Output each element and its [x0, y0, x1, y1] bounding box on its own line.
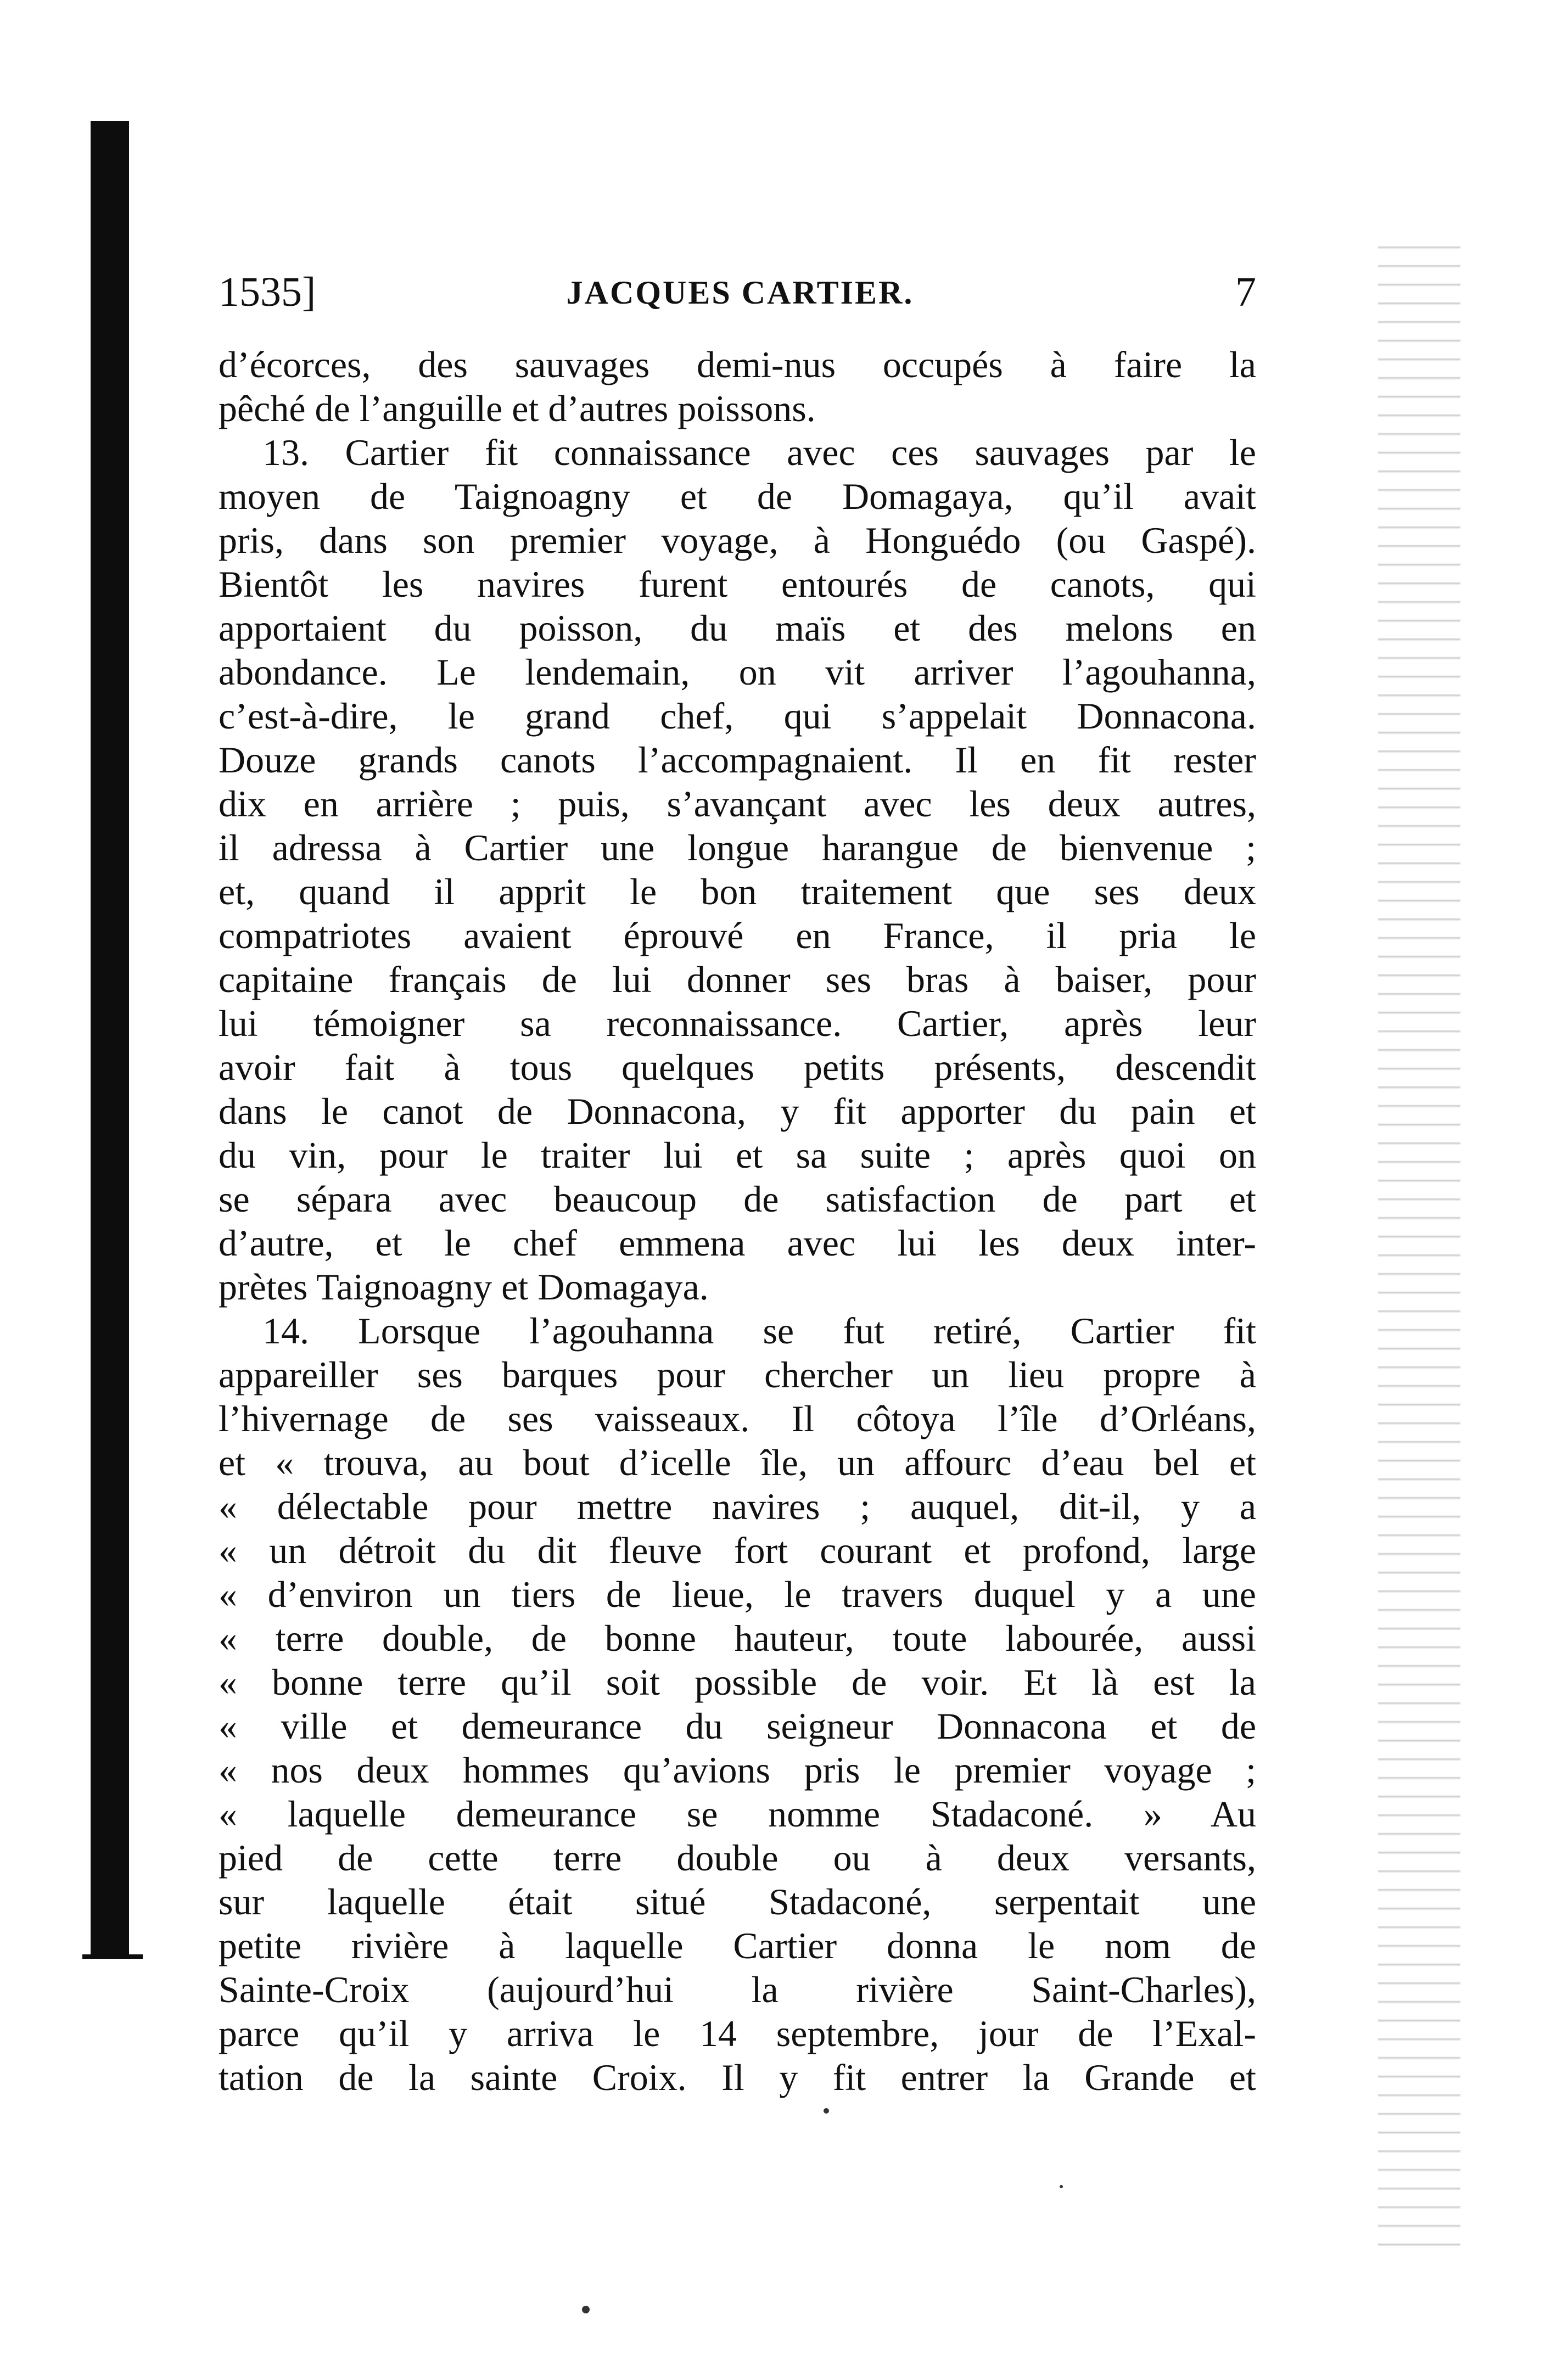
text-line: 14. Lorsque l’agouhanna se fut retiré, Cartier fit — [262, 1310, 1256, 1352]
text-line: « terre double, de bonne hauteur, toute labourée, aussi — [219, 1617, 1256, 1659]
text-line: abondance. Le lendemain, on vit arriver l’agouhanna, — [219, 651, 1256, 693]
binding-shadow-bar — [91, 121, 129, 1954]
text-line: apportaient du poisson, du maïs et des melons en — [219, 607, 1256, 649]
text-line: « délectable pour mettre navires ; auquel, dit-il, y a — [219, 1486, 1256, 1527]
text-line: tation de la sainte Croix. Il y fit entrer la Grande et — [219, 2056, 1256, 2098]
text-line: « un détroit du dit fleuve fort courant et profond, large — [219, 1529, 1256, 1571]
ink-speck — [1060, 2185, 1063, 2188]
text-line: et « trouva, au bout d’icelle île, un affourc d’eau bel et — [219, 1442, 1256, 1483]
text-line: pêché de l’anguille et d’autres poissons. — [219, 388, 816, 429]
header-year: 1535] — [219, 269, 316, 315]
text-line: appareiller ses barques pour chercher un lieu propre à — [219, 1354, 1256, 1396]
binding-shadow-foot — [82, 1954, 143, 1959]
text-line: du vin, pour le traiter lui et sa suite ; après quoi on — [219, 1134, 1256, 1176]
text-line: capitaine français de lui donner ses bras à baiser, pour — [219, 959, 1256, 1000]
text-line: « d’environ un tiers de lieue, le travers duquel y a une — [219, 1573, 1256, 1615]
text-line: avoir fait à tous quelques petits présents, descendit — [219, 1046, 1256, 1088]
text-line: 13. Cartier fit connaissance avec ces sauvages par le — [262, 432, 1256, 473]
page-number: 7 — [1235, 269, 1256, 315]
page-text — [219, 343, 1256, 2099]
text-line: dans le canot de Donnacona, y fit apporter du pain et — [219, 1090, 1256, 1132]
text-line: « nos deux hommes qu’avions pris le premier voyage ; — [219, 1749, 1256, 1791]
text-line: lui témoigner sa reconnaissance. Cartier, après leur — [219, 1002, 1256, 1044]
text-line: petite rivière à laquelle Cartier donna le nom de — [219, 1925, 1256, 1966]
text-line: « bonne terre qu’il soit possible de voir. Et là est la — [219, 1661, 1256, 1703]
text-line: pris, dans son premier voyage, à Honguédo (ou Gaspé). — [219, 519, 1256, 561]
text-line: pied de cette terre double ou à deux versants, — [219, 1837, 1256, 1879]
text-line: c’est-à-dire, le grand chef, qui s’appelait Donnacona. — [219, 695, 1256, 737]
page-edge-shadow — [1378, 231, 1460, 2262]
text-line: et, quand il apprit le bon traitement que ses deux — [219, 871, 1256, 912]
text-line: sur laquelle était situé Stadaconé, serpentait une — [219, 1881, 1256, 1923]
text-line: prètes Taignoagny et Domagaya. — [219, 1266, 709, 1308]
text-line: d’autre, et le chef emmena avec lui les deux inter- — [219, 1222, 1256, 1264]
text-line: d’écorces, des sauvages demi-nus occupés à faire la — [219, 344, 1256, 385]
text-line: moyen de Taignoagny et de Domagaya, qu’il avait — [219, 475, 1256, 517]
text-line: « ville et demeurance du seigneur Donnacona et de — [219, 1705, 1256, 1747]
ink-speck — [824, 2108, 829, 2114]
ink-speck — [582, 2306, 590, 2313]
text-line: Sainte-Croix (aujourd’hui la rivière Saint-Charles), — [219, 1969, 1256, 2010]
text-line: se sépara avec beaucoup de satisfaction de part et — [219, 1178, 1256, 1220]
text-line: parce qu’il y arriva le 14 septembre, jour de l’Exal- — [219, 2013, 1256, 2054]
text-line: il adressa à Cartier une longue harangue de bienvenue ; — [219, 827, 1256, 868]
running-header — [219, 270, 1256, 314]
text-line: « laquelle demeurance se nomme Stadaconé. » Au — [219, 1793, 1256, 1835]
text-line: compatriotes avaient éprouvé en France, il pria le — [219, 915, 1256, 956]
text-line: l’hivernage de ses vaisseaux. Il côtoya l’île d’Orléans, — [219, 1398, 1256, 1439]
text-line: Bientôt les navires furent entourés de canots, qui — [219, 563, 1256, 605]
text-line: Douze grands canots l’accompagnaient. Il en fit rester — [219, 739, 1256, 781]
text-line: dix en arrière ; puis, s’avançant avec les deux autres, — [219, 783, 1256, 825]
header-title: JACQUES CARTIER. — [566, 274, 914, 311]
